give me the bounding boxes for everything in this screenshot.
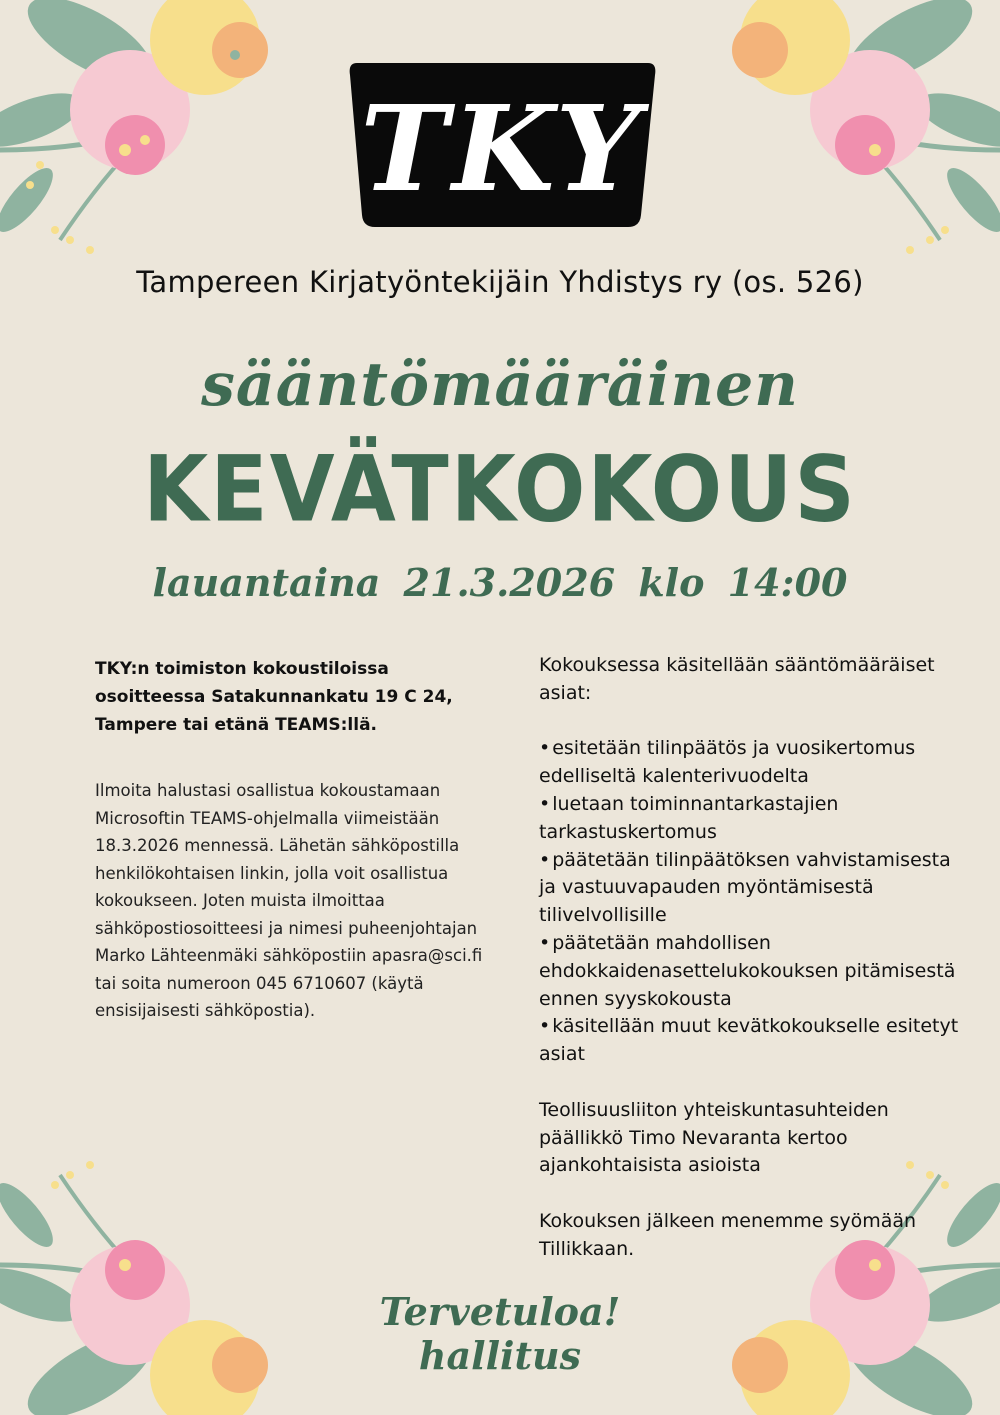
- logo-text: TKY: [360, 79, 644, 218]
- organization-name: Tampereen Kirjatyöntekijäin Yhdistys ry (os. 526): [136, 265, 864, 299]
- list-item: [539, 1013, 959, 1069]
- meeting-venue: TKY:n toimiston kokoustiloissa osoitteessa Satakunnankatu 19 C 24, Tampere tai etänä TEAMS:llä.: [95, 659, 453, 735]
- signup-instructions: Ilmoita halustasi osallistua kokoustamaan Microsoftin TEAMS-ohjelmalla viimeistään 18.3.2026 mennessä. Lähetän sähköpostilla henkilökohtaisen linkin, jolla voit osallistua kokoukseen. Joten muista ilmoittaa sähköpostiosoitteesi ja nimesi puheenjohtajan Marko Lähteenmäki sähköpostiin apasra@sci.fi tai soita numeroon 045 6710607 (käytä ensisijaisesti sähköpostia).: [95, 781, 483, 1020]
- welcome-message: [0, 1290, 1000, 1378]
- bullet-icon: •: [539, 1015, 551, 1038]
- agenda-item-text: päätetään tilinpäätöksen vahvistamisesta ja vastuuvapauden myöntämisestä tilivelvollisille: [539, 848, 951, 927]
- list-item: [539, 847, 959, 930]
- agenda-item-text: esitetään tilinpäätös ja vuosikertomus edelliseltä kalenterivuodelta: [539, 737, 916, 788]
- bullet-icon: •: [539, 792, 551, 815]
- agenda-list: [539, 735, 959, 1069]
- tky-logo: [345, 55, 660, 232]
- logo-icon: [345, 55, 660, 232]
- flower-bouquet-icon: [0, 0, 300, 280]
- left-column: [95, 655, 505, 1025]
- signature-text: hallitus: [418, 1333, 582, 1378]
- speaker-announcement: Teollisuusliiton yhteiskuntasuhteiden päällikkö Timo Nevaranta kertoo ajankohtaisista asioista: [539, 1098, 889, 1177]
- list-item: [539, 791, 959, 847]
- bullet-icon: •: [539, 931, 551, 954]
- list-item: [539, 930, 959, 1013]
- meeting-date-time: lauantaina 21.3.2026 klo 14:00: [152, 560, 848, 605]
- flower-bouquet-icon: [700, 0, 1000, 280]
- agenda-item-text: luetaan toiminnantarkastajien tarkastuskertomus: [539, 792, 839, 843]
- floral-decoration-top-right: [700, 0, 1000, 280]
- after-meeting-note: Kokouksen jälkeen menemme syömään Tillikkaan.: [539, 1209, 917, 1260]
- agenda-item-text: päätetään mahdollisen ehdokkaidenasettelukokouksen pitämisestä ennen syyskokousta: [539, 931, 956, 1010]
- agenda-item-text: käsitellään muut kevätkokoukselle esitetyt asiat: [539, 1015, 959, 1066]
- heading-subtitle: sääntömääräinen: [201, 350, 799, 420]
- heading-title: KEVÄTKOKOUS: [143, 436, 857, 542]
- agenda-intro: Kokouksessa käsitellään sääntömääräiset asiat:: [539, 654, 935, 704]
- floral-decoration-top-left: [0, 0, 300, 280]
- bullet-icon: •: [539, 737, 551, 760]
- welcome-text: Tervetuloa!: [379, 1289, 621, 1334]
- list-item: [539, 735, 959, 791]
- right-column: [539, 652, 959, 1264]
- bullet-icon: •: [539, 848, 551, 871]
